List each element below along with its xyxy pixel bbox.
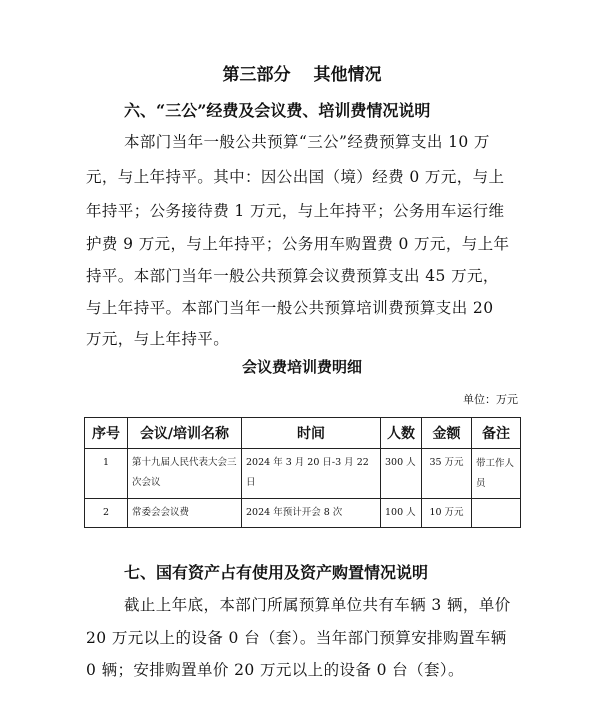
table-cell: 2024 年预计开会 8 次 xyxy=(242,499,381,528)
table-cell: 300 人 xyxy=(381,449,422,499)
table-cell: 10 万元 xyxy=(422,499,472,528)
section-6-line: 年持平；公务接待费 1 万元，与上年持平；公务用车运行维 xyxy=(86,202,505,220)
section-6-line: 万元，与上年持平。 xyxy=(86,330,230,348)
section-6-heading: 六、“三公”经费及会议费、培训费情况说明 xyxy=(124,101,431,120)
section-7-line: 20 万元以上的设备 0 台（套）。当年部门预算安排购置车辆 xyxy=(86,629,507,647)
table-row xyxy=(85,449,521,499)
section-7-heading: 七、国有资产占有使用及资产购置情况说明 xyxy=(124,563,429,582)
table-title: 会议费培训费明细 xyxy=(241,358,362,376)
section-6-line: 护费 9 万元，与上年持平；公务用车购置费 0 万元，与上年 xyxy=(86,235,510,253)
header-cell: 时间 xyxy=(242,418,381,449)
table-row xyxy=(85,499,521,528)
section-6-line: 本部门当年一般公共预算“三公”经费预算支出 10 万 xyxy=(124,133,490,151)
table-cell: 100 人 xyxy=(381,499,422,528)
section-7-line: 截止上年底，本部门所属预算单位共有车辆 3 辆，单价 xyxy=(124,596,511,614)
header-cell: 会议/培训名称 xyxy=(128,418,242,449)
table-cell: 第十九届人民代表大会三次会议 xyxy=(128,449,242,499)
header-cell: 序号 xyxy=(85,418,128,449)
table-cell: 2024 年 3 月 20 日-3 月 22 日 xyxy=(242,449,381,499)
table-header-row xyxy=(85,418,521,449)
table-cell: 35 万元 xyxy=(422,449,472,499)
header-cell: 金额 xyxy=(422,418,472,449)
header-cell: 备注 xyxy=(472,418,521,449)
section-6-line: 元，与上年持平。其中：因公出国（境）经费 0 万元，与上 xyxy=(86,168,505,186)
part-title: 第三部分 其他情况 xyxy=(222,65,382,85)
table-cell: 2 xyxy=(85,499,128,528)
table-cell: 带工作人员 xyxy=(472,449,521,499)
expense-detail-table xyxy=(84,417,521,528)
header-cell: 人数 xyxy=(381,418,422,449)
section-6-line: 与上年持平。本部门当年一般公共预算培训费预算支出 20 xyxy=(86,299,494,317)
table-cell xyxy=(472,499,521,528)
table-unit: 单位：万元 xyxy=(463,393,518,406)
section-6-line: 持平。本部门当年一般公共预算会议费预算支出 45 万元， xyxy=(86,267,499,285)
table-cell: 常委会会议费 xyxy=(128,499,242,528)
table-cell: 1 xyxy=(85,449,128,499)
section-7-line: 0 辆；安排购置单价 20 万元以上的设备 0 台（套）。 xyxy=(86,661,464,679)
